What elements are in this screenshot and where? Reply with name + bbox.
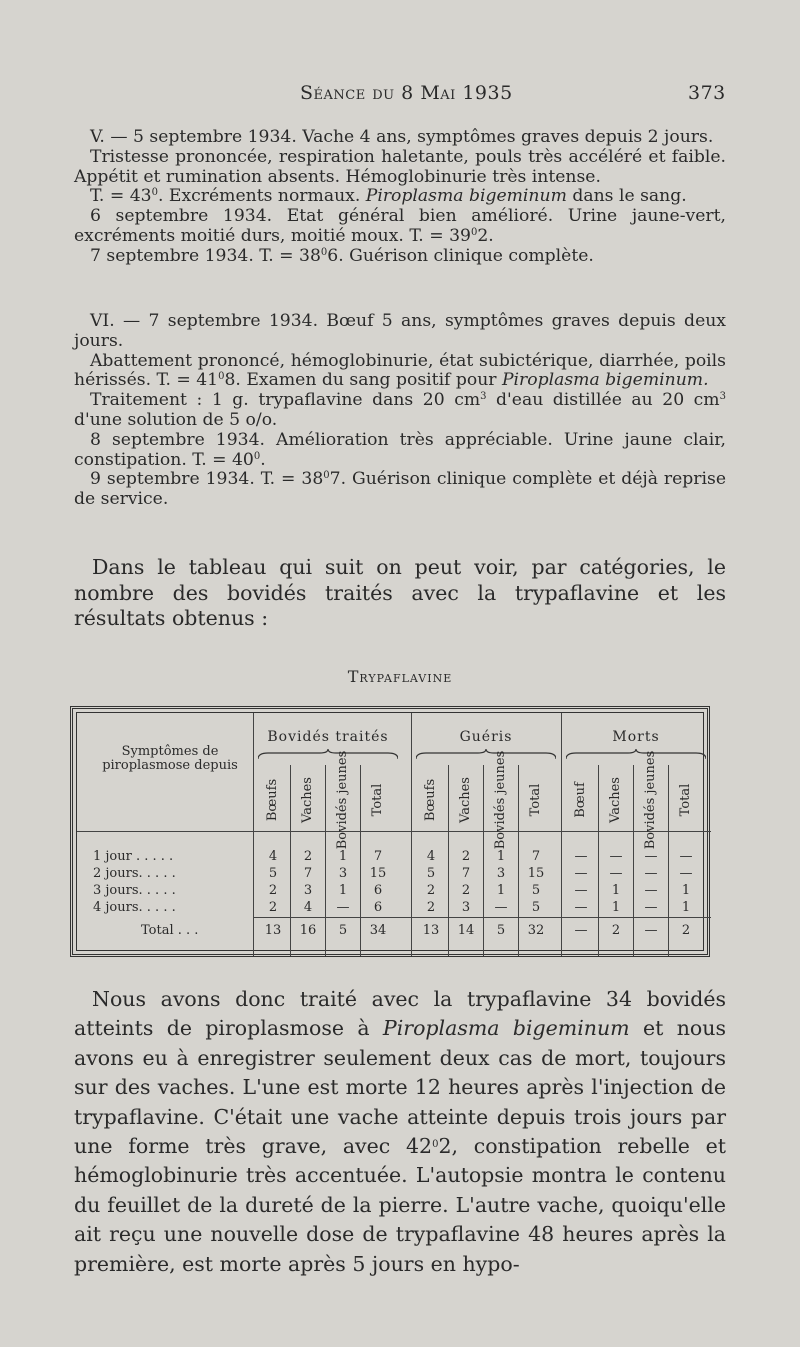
subcol-header xyxy=(330,750,356,850)
table-cell: 1 xyxy=(681,883,691,898)
species-name: Piroplasma bigeminum. xyxy=(501,370,709,391)
group-divider xyxy=(411,713,412,956)
table-cell: 2 xyxy=(268,900,278,915)
table-cell: 7 xyxy=(531,849,541,864)
text: Abattement prononcé, hémoglobinurie, état subictérique, diarrhée, poils hérissés. T. = 41 xyxy=(74,350,726,391)
subcol-header xyxy=(365,769,391,831)
table-cell: 4 xyxy=(426,849,436,864)
table-cell: — xyxy=(609,849,623,864)
table-cell: 3 xyxy=(338,866,348,881)
exponent: 3 xyxy=(480,391,487,403)
table-cell: 1 xyxy=(338,849,348,864)
text: d'une solution de 5 o/o. xyxy=(74,409,278,430)
text: Nous avons donc traité avec la trypaflavine 34 bovidés atteints de piroplasmose à xyxy=(74,987,726,1041)
table-cell: 1 xyxy=(681,900,691,915)
total-label: Total . . . xyxy=(141,923,199,938)
total-cell: 2 xyxy=(681,923,691,938)
subcol-header xyxy=(603,769,629,831)
degree: 0 xyxy=(151,187,158,199)
subcol-header xyxy=(523,769,549,831)
subcol-label: Bovidés jeunes xyxy=(643,750,658,850)
species-name: Piroplasma bigeminum xyxy=(365,186,567,207)
text: 2, constipation rebelle et hémoglobinurie très accentuée. L'autopsie montra le contenu du feuillet de la dureté de la pierre. L'autre vache, quoiqu'elle ait reçu une nouvelle dose de trypaflavine 48 heures après la première, est morte après 5 jours en hypo- xyxy=(74,1134,727,1276)
subcol-header xyxy=(568,769,594,831)
table-cell: — xyxy=(644,866,658,881)
text: 7. Guérison clinique complète et déjà reprise de service. xyxy=(74,469,726,510)
table-cell: — xyxy=(574,849,588,864)
subcol-divider xyxy=(633,765,634,956)
table-cell: 7 xyxy=(461,866,471,881)
table-cell: 6 xyxy=(373,900,383,915)
table-cell: 5 xyxy=(531,883,541,898)
subcol-header xyxy=(260,769,286,831)
table-cell: 2 xyxy=(268,883,278,898)
case-v-line4 xyxy=(74,207,726,247)
table-cell: — xyxy=(679,866,693,881)
table-cell: — xyxy=(644,883,658,898)
text: Traitement : 1 g. trypaflavine dans 20 cm xyxy=(90,390,481,411)
text: 7 septembre 1934. T. = 38 xyxy=(90,245,321,266)
table-cell: — xyxy=(574,866,588,881)
table-cell: — xyxy=(574,900,588,915)
total-cell: 32 xyxy=(527,923,545,938)
subcol-divider xyxy=(360,765,361,956)
case-vi-line2 xyxy=(74,352,726,392)
case-vi xyxy=(74,312,726,510)
table-cell: 2 xyxy=(303,849,313,864)
table-cell: — xyxy=(644,900,658,915)
header-prefix: Séance du xyxy=(300,82,395,104)
total-cell: 5 xyxy=(338,923,348,938)
page-number: 373 xyxy=(688,82,726,104)
group-header: Guéris xyxy=(459,729,513,745)
text: 8. Examen du sang positif pour xyxy=(224,370,502,391)
subcol-label: Total xyxy=(678,783,693,817)
subcol-header xyxy=(638,750,664,850)
group-brace xyxy=(416,749,556,761)
table-cell: 2 xyxy=(461,883,471,898)
total-cell: 34 xyxy=(369,923,387,938)
header-year: 1935 xyxy=(462,82,513,104)
total-cell: 14 xyxy=(457,923,475,938)
table-inner xyxy=(76,712,704,951)
text: . Excréments normaux. xyxy=(157,186,366,207)
subcol-header xyxy=(418,769,444,831)
subcol-label: Bœuf xyxy=(573,782,588,818)
subcol-header xyxy=(488,750,514,850)
table-cell: 3 xyxy=(496,866,506,881)
symptom-header: Symptômes de piroplasmose depuis xyxy=(102,744,238,773)
subcol-label: Bœufs xyxy=(265,778,280,822)
case-vi-line5 xyxy=(74,470,726,510)
subcol-label: Vaches xyxy=(608,777,623,823)
table-cell: 4 xyxy=(268,849,278,864)
text: d'eau distillée au 20 cm xyxy=(486,390,720,411)
table-cell: 5 xyxy=(268,866,278,881)
row-label: 2 jours. . . . . xyxy=(93,866,176,881)
group-header: Morts xyxy=(612,729,660,745)
table-cell: 2 xyxy=(426,900,436,915)
case-v-line3 xyxy=(74,187,726,207)
subcol-label: Vaches xyxy=(458,777,473,823)
degree: 0 xyxy=(218,371,225,383)
table-cell: 7 xyxy=(303,866,313,881)
subcol-divider xyxy=(598,765,599,956)
first-col-rule xyxy=(87,831,247,832)
case-v-line2: Tristesse prononcée, respiration haletante, pouls très accéléré et faible. Appétit et rumination absents. Hémoglobinurie très intense. xyxy=(74,146,726,187)
table-title: Trypaflavine xyxy=(347,667,453,686)
table-cell: — xyxy=(574,883,588,898)
header-month: Mai xyxy=(420,82,456,104)
conclusion xyxy=(74,985,726,1279)
row-label: 4 jours. . . . . xyxy=(93,900,176,915)
subcol-divider xyxy=(518,765,519,956)
subcol-divider xyxy=(448,765,449,956)
degree: 0 xyxy=(253,450,261,462)
table-cell: 15 xyxy=(527,866,545,881)
case-v-line1: V. — 5 septembre 1934. Vache 4 ans, symptômes graves depuis 2 jours. xyxy=(90,127,714,147)
table-cell: 3 xyxy=(461,900,471,915)
group-divider xyxy=(561,713,562,956)
total-cell: 13 xyxy=(422,923,440,938)
subcol-divider xyxy=(290,765,291,956)
subcol-divider xyxy=(325,765,326,956)
table-cell: 6 xyxy=(373,883,383,898)
table-cell: 1 xyxy=(611,900,621,915)
group-brace xyxy=(258,749,398,761)
table-cell: 5 xyxy=(531,900,541,915)
subcol-label: Bœufs xyxy=(423,778,438,822)
text: et nous avons eu à enregistrer seulement deux cas de mort, toujours sur des vaches. L'une est morte 12 heures après l'injection de trypaflavine. C'était une vache atteinte depuis trois jours par une forme très grave, avec 42 xyxy=(74,1016,726,1159)
row-label: 1 jour . . . . . xyxy=(93,849,174,864)
text: 8 septembre 1934. Amélioration très appréciable. Urine jaune clair, constipation. T. = 40 xyxy=(74,429,726,470)
table-cell: 2 xyxy=(426,883,436,898)
table-intro xyxy=(74,555,726,632)
case-vi-line1: VI. — 7 septembre 1934. Bœuf 5 ans, symptômes graves depuis deux jours. xyxy=(74,311,726,351)
case-vi-line3 xyxy=(74,391,726,431)
total-cell: — xyxy=(644,923,658,938)
results-table xyxy=(70,706,710,957)
group-header: Bovidés traités xyxy=(267,729,389,745)
table-cell: — xyxy=(644,849,658,864)
subcol-divider xyxy=(668,765,669,956)
subcol-header xyxy=(673,769,699,831)
case-v xyxy=(74,128,726,267)
table-cell: 5 xyxy=(426,866,436,881)
degree: 0 xyxy=(323,470,330,482)
group-divider xyxy=(253,713,254,956)
case-vi-line4 xyxy=(74,431,726,471)
table-cell: — xyxy=(679,849,693,864)
subcol-label: Bovidés jeunes xyxy=(493,750,508,850)
total-cell: 2 xyxy=(611,923,621,938)
subcol-divider xyxy=(483,765,484,956)
case-v-line5 xyxy=(74,247,726,267)
subcol-label: Bovidés jeunes xyxy=(335,750,350,850)
total-cell: 5 xyxy=(496,923,506,938)
degree: 0 xyxy=(432,1139,439,1151)
running-header xyxy=(300,82,513,104)
subcol-header xyxy=(295,769,321,831)
intro-paragraph: Dans le tableau qui suit on peut voir, par catégories, le nombre des bovidés traités avec la trypaflavine et les résultats obtenus : xyxy=(74,555,726,630)
table-cell: 15 xyxy=(369,866,387,881)
table-cell: 7 xyxy=(373,849,383,864)
table-cell: — xyxy=(609,866,623,881)
text: T. = 43 xyxy=(90,186,152,207)
subcol-label: Total xyxy=(370,783,385,817)
table-cell: 1 xyxy=(496,883,506,898)
table-cell: 4 xyxy=(303,900,313,915)
degree: 0 xyxy=(470,226,478,238)
table-cell: 2 xyxy=(461,849,471,864)
subcol-label: Total xyxy=(528,783,543,817)
total-cell: 13 xyxy=(264,923,282,938)
text: 6. Guérison clinique complète. xyxy=(327,245,594,266)
total-cell: 16 xyxy=(299,923,317,938)
text: dans le sang. xyxy=(566,186,687,207)
table-cell: 1 xyxy=(496,849,506,864)
degree: 0 xyxy=(320,246,328,258)
total-rule xyxy=(253,917,711,918)
text: 9 septembre 1934. T. = 38 xyxy=(90,469,324,490)
text: . xyxy=(260,449,266,470)
header-date: 8 xyxy=(401,82,414,104)
table-cell: 1 xyxy=(338,883,348,898)
exponent: 3 xyxy=(719,391,726,403)
text: 6 septembre 1934. Etat général bien amélioré. Urine jaune-vert, excréments moitié durs, moitié moux. T. = 39 xyxy=(74,206,726,246)
table-cell: 1 xyxy=(611,883,621,898)
species-name: Piroplasma bigeminum xyxy=(382,1016,630,1041)
total-cell: — xyxy=(574,923,588,938)
table-cell: 3 xyxy=(303,883,313,898)
row-label: 3 jours. . . . . xyxy=(93,883,176,898)
group-brace xyxy=(566,749,706,761)
text: 2. xyxy=(477,225,494,246)
subcol-label: Vaches xyxy=(300,777,315,823)
conclusion-paragraph xyxy=(74,985,726,1279)
table-cell: — xyxy=(494,900,508,915)
table-cell: — xyxy=(336,900,350,915)
subcol-header xyxy=(453,769,479,831)
